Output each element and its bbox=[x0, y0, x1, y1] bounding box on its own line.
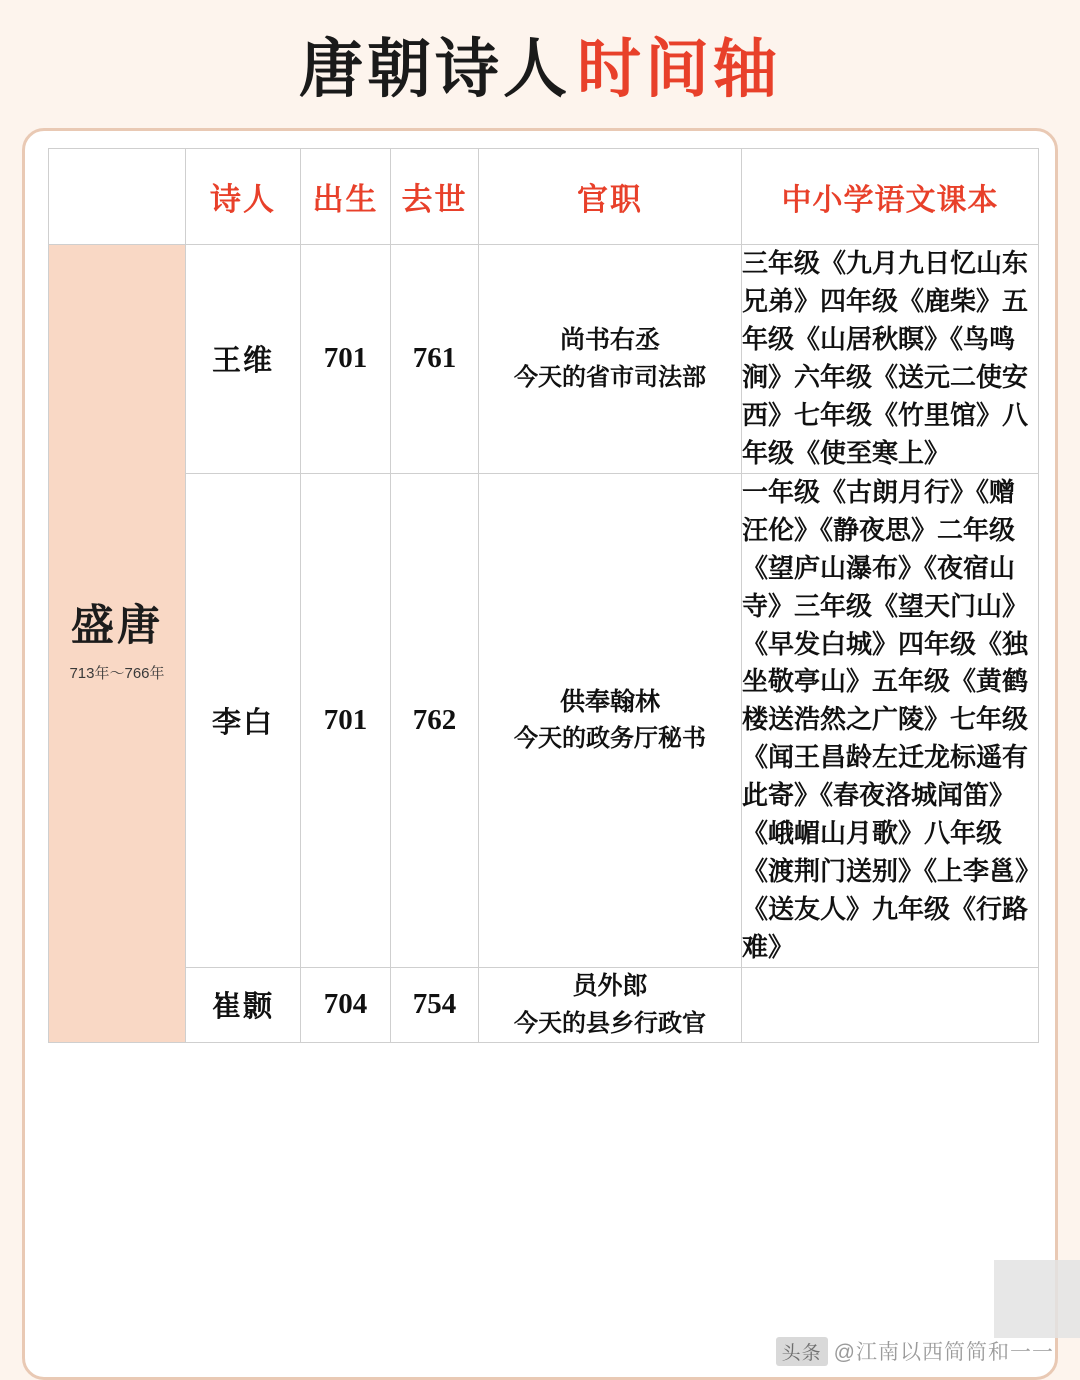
header-birth: 出生 bbox=[301, 149, 391, 245]
office-title: 供奉翰林 bbox=[559, 688, 660, 716]
textbook-cell bbox=[742, 968, 1039, 1043]
title-red-part: 时间轴 bbox=[577, 34, 781, 105]
watermark bbox=[776, 1336, 1054, 1366]
poets-table bbox=[48, 148, 1039, 1043]
death-year: 754 bbox=[391, 968, 479, 1043]
watermark-text: @江南以西简简和一一 bbox=[833, 1341, 1054, 1364]
birth-year: 704 bbox=[301, 968, 391, 1043]
textbook-cell: 三年级《九月九日忆山东兄弟》四年级《鹿柴》五年级《山居秋瞑》《鸟鸣涧》六年级《送元二使安西》七年级《竹里馆》八年级《使至寒上》 bbox=[742, 245, 1039, 474]
death-year: 762 bbox=[391, 473, 479, 967]
era-name: 盛唐 bbox=[71, 603, 163, 651]
table-row bbox=[49, 968, 1039, 1043]
era-years: 713年～766年 bbox=[69, 665, 165, 683]
birth-year: 701 bbox=[301, 473, 391, 967]
office-cell bbox=[479, 968, 742, 1043]
office-modern: 今天的政务厅秘书 bbox=[514, 726, 706, 753]
page-title bbox=[0, 0, 1080, 116]
table-row bbox=[49, 473, 1039, 967]
textbook-cell: 一年级《古朗月行》《赠汪伦》《静夜思》二年级《望庐山瀑布》《夜宿山寺》三年级《望天门山》《早发白城》四年级《独坐敬亭山》五年级《黄鹤楼送浩然之广陵》七年级《闻王昌龄左迁龙标遥有此寄》《春夜洛城闻笛》《峨嵋山月歌》八年级《渡荆门送别》《上李邕》《送友人》九年级《行路难》 bbox=[742, 473, 1039, 967]
office-modern: 今天的县乡行政官 bbox=[514, 1010, 706, 1037]
title-black-part: 唐朝诗人 bbox=[299, 34, 571, 105]
header-textbook: 中小学语文课本 bbox=[742, 149, 1039, 245]
office-title: 尚书右丞 bbox=[559, 327, 660, 355]
birth-year: 701 bbox=[301, 245, 391, 474]
office-cell bbox=[479, 473, 742, 967]
header-poet: 诗人 bbox=[186, 149, 301, 245]
office-title: 员外郎 bbox=[572, 973, 648, 1001]
table-row bbox=[49, 245, 1039, 474]
page-corner-fold bbox=[994, 1260, 1080, 1338]
table-header-row bbox=[49, 149, 1039, 245]
office-modern: 今天的省市司法部 bbox=[514, 364, 706, 391]
watermark-logo: 头条 bbox=[776, 1337, 828, 1366]
header-office: 官职 bbox=[479, 149, 742, 245]
poet-name: 王维 bbox=[186, 245, 301, 474]
poet-name: 李白 bbox=[186, 473, 301, 967]
era-cell-shengtang bbox=[49, 245, 186, 1043]
header-era bbox=[49, 149, 186, 245]
poet-name: 崔颢 bbox=[186, 968, 301, 1043]
death-year: 761 bbox=[391, 245, 479, 474]
office-cell bbox=[479, 245, 742, 474]
table-frame bbox=[22, 128, 1058, 1380]
header-death: 去世 bbox=[391, 149, 479, 245]
